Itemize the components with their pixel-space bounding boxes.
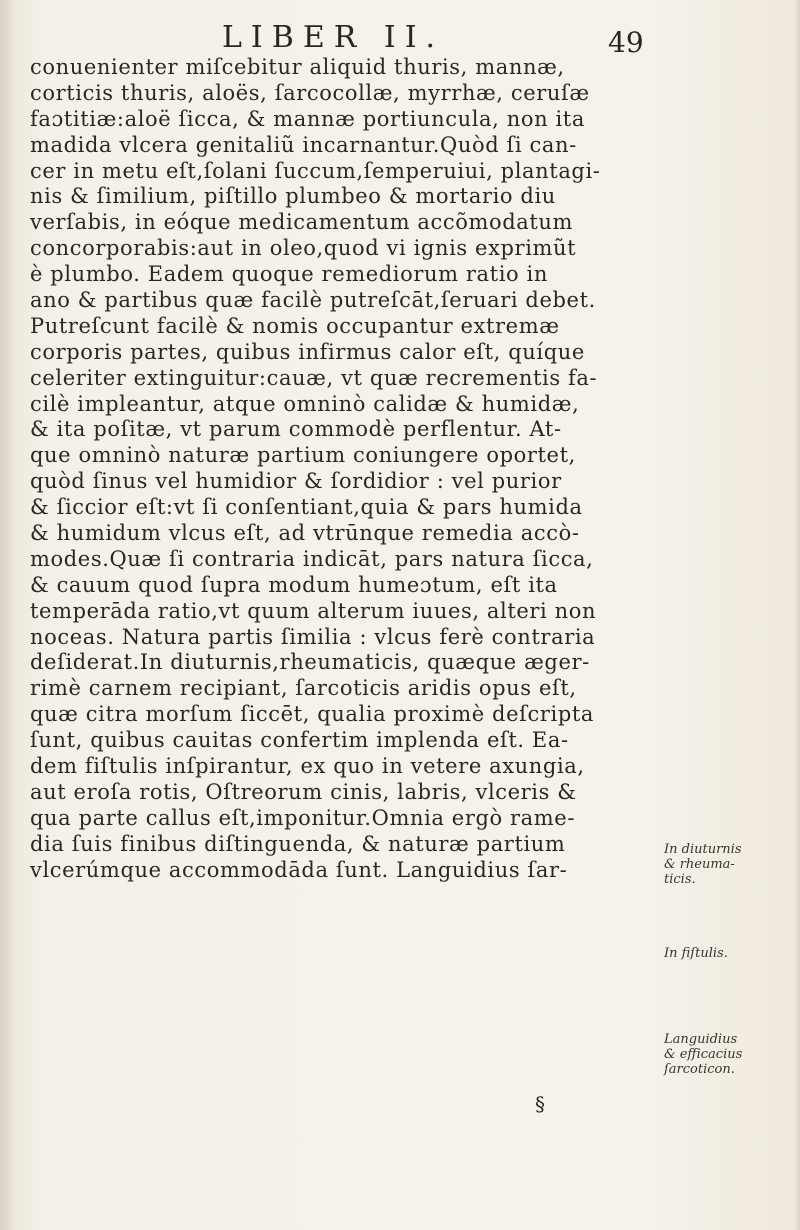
text-line: corticis thuris, aloës, ſarcocollæ, myrrhæ, ceruſæ <box>30 80 590 105</box>
marginal-note-diuturnis <box>664 842 742 887</box>
text-line: qua parte callus eſt,imponitur.Omnia ergò rame- <box>30 805 576 830</box>
text-line: cer in metu eſt,ſolani ſuccum,ſemperuiui, plantagi- <box>30 158 601 183</box>
text-line: rimè carnem recipiant, ſarcoticis aridis opus eſt, <box>30 676 577 701</box>
text-line: corporis partes, quibus infirmus calor eſt, quíque <box>30 339 585 364</box>
marginal-note-line: & rheuma- <box>664 857 735 872</box>
marginal-note-languidius <box>664 1032 742 1077</box>
text-line: conuenienter miſcebitur aliquid thuris, mannæ, <box>30 55 565 79</box>
text-line: vlcerúmque accommodāda ſunt. Languidius ſar- <box>30 857 568 882</box>
text-line: dia ſuis finibus diſtinguenda, & naturæ partium <box>30 831 566 856</box>
text-line: concorporabis:aut in oleo,quod vi ignis exprimũt <box>30 236 577 261</box>
text-line: deſiderat.In diuturnis,rheumaticis, quæque æger- <box>30 650 590 675</box>
text-line: quòd ſinus vel humidior & ſordidior : vel purior <box>30 469 562 494</box>
text-line: quæ citra morſum ſiccēt, qualia proximè deſcripta <box>30 702 595 727</box>
text-line: aut eroſa rotis, Oſtreorum cinis, labris, vlceris & <box>30 779 577 804</box>
text-line: & humidum vlcus eſt, ad vtrūnque remedia accò- <box>30 521 580 546</box>
text-line: & ſiccior eſt:vt ſi conſentiant,quia & pars humida <box>30 495 583 520</box>
main-text <box>30 55 670 884</box>
text-line: Putreſcunt facilè & nomis occupantur extremæ <box>30 313 560 338</box>
text-line: nis & ſimilium, piſtillo plumbeo & mortario diu <box>30 184 556 209</box>
marginal-note-line: ſarcoticon. <box>664 1062 735 1077</box>
marginal-note-line: In diuturnis <box>664 842 742 857</box>
marginal-note-line: Languidius <box>664 1032 738 1047</box>
text-line: è plumbo. Eadem quoque remediorum ratio in <box>30 262 548 287</box>
running-head <box>0 20 800 60</box>
marginal-note-line: & efficacius <box>664 1047 743 1062</box>
text-line: dem fiſtulis inſpirantur, ex quo in vetere axungia, <box>30 754 585 779</box>
binding-gutter <box>0 0 14 1230</box>
text-line: & cauum quod ſupra modum humeɔtum, eſt ita <box>30 572 558 597</box>
signature-mark: § <box>535 1092 545 1116</box>
text-line: & ita poſitæ, vt parum commodè perflentur. At- <box>30 417 562 442</box>
marginal-note-fistulis <box>664 946 728 961</box>
text-line: verſabis, in eóque medicamentum accõmodatum <box>30 210 574 235</box>
text-line: ſunt, quibus cauitas confertim implenda eſt. Ea- <box>30 728 569 753</box>
text-line: temperāda ratio,vt quum alterum iuues, alteri non <box>30 598 597 623</box>
running-title: LIBER II. <box>222 20 445 55</box>
text-line: noceas. Natura partis ſimilia : vlcus ferè contraria <box>30 624 596 649</box>
text-line: cilè impleantur, atque omninò calidæ & humidæ, <box>30 391 580 416</box>
marginal-note-line: In fiſtulis. <box>664 946 728 961</box>
text-line: que omninò naturæ partium coniungere oportet, <box>30 443 576 468</box>
marginal-note-line: ticis. <box>664 872 696 887</box>
text-line: ano & partibus quæ facilè putreſcāt,ſeruari debet. <box>30 288 596 313</box>
text-line: faɔtitiæ:aloë ſicca, & mannæ portiuncula, non ita <box>30 106 585 131</box>
page-number: 49 <box>608 26 644 59</box>
page-edge <box>794 0 800 1230</box>
text-line: madida vlcera genitaliũ incarnantur.Quòd ſi can- <box>30 132 577 157</box>
text-line: modes.Quæ ſi contraria indicāt, pars natura ſicca, <box>30 546 594 571</box>
text-line: celeriter extinguitur:cauæ, vt quæ recrementis fa- <box>30 365 598 390</box>
